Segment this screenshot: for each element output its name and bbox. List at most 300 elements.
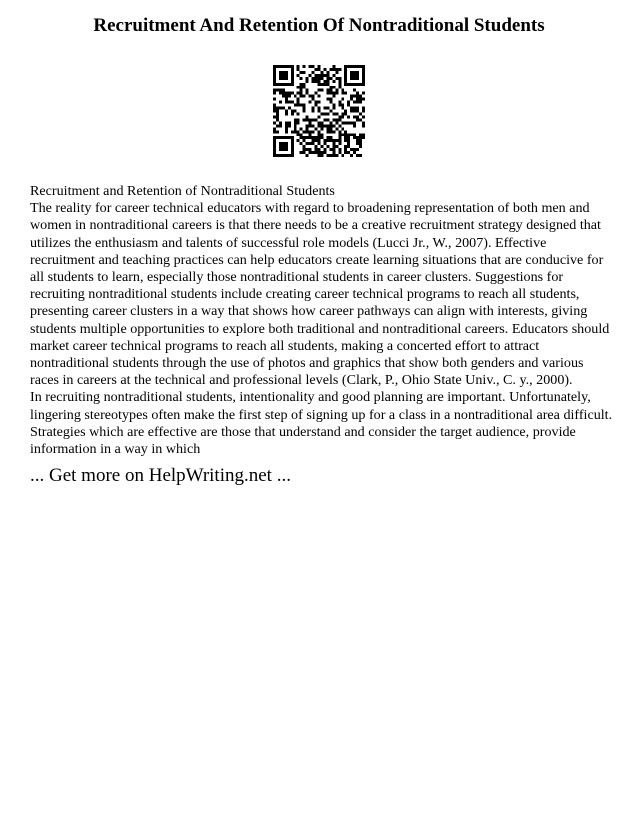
- qr-module: [344, 83, 347, 86]
- qr-module: [318, 107, 321, 110]
- qr-module: [326, 145, 329, 148]
- qr-module: [332, 107, 335, 110]
- qr-module: [353, 107, 356, 110]
- qr-module: [279, 92, 282, 95]
- qr-module: [353, 95, 356, 98]
- qr-module: [279, 136, 282, 139]
- qr-module: [297, 139, 300, 142]
- qr-module: [300, 83, 303, 86]
- qr-module: [285, 136, 288, 139]
- qr-module: [356, 65, 359, 68]
- paragraph-1: The reality for career technical educators with regard to broadening representation of both men and women in nontraditional careers is that there needs to be a creative recruitment strategy designed that utilizes the enthusiasm and talents of successful role models (Lucci Jr., W., 2007). Effective recruitment and teaching practices can help educators create learning situations that are conducive for all students to learn, especially those nontraditional students in career clusters. Suggestions for recruiting nontraditional students include creating career technical programs to reach all students, presenting career clusters in a way that shows how career pathways can align with interests, giving students multiple opportunities to explore both traditional and nontraditional careers. Educators should market career technical programs to reach all students, making a concerted effort to attract nontraditional students through the use of photos and graphics that show both genders and various races in careers at the technical and professional levels (Clark, P., Ohio State Univ., C. y., 2000).: [30, 200, 610, 389]
- qr-module: [312, 65, 315, 68]
- qr-module: [353, 115, 356, 118]
- qr-module: [347, 121, 350, 124]
- qr-module: [341, 92, 344, 95]
- qr-module: [318, 101, 321, 104]
- qr-module: [312, 130, 315, 133]
- qr-module: [344, 77, 347, 80]
- qr-module: [320, 151, 323, 154]
- qr-module: [306, 130, 309, 133]
- qr-module: [288, 107, 291, 110]
- qr-module: [309, 101, 312, 104]
- qr-module: [338, 83, 341, 86]
- qr-module: [303, 136, 306, 139]
- qr-module: [335, 121, 338, 124]
- qr-module: [347, 136, 350, 139]
- qr-module: [318, 80, 321, 83]
- qr-module: [359, 65, 362, 68]
- qr-module: [323, 142, 326, 145]
- qr-module: [285, 142, 288, 145]
- qr-module: [303, 71, 306, 74]
- qr-module: [273, 139, 276, 142]
- qr-module: [344, 121, 347, 124]
- qr-module: [353, 136, 356, 139]
- qr-module: [273, 115, 276, 118]
- qr-module: [320, 83, 323, 86]
- qr-module: [335, 77, 338, 80]
- qr-module: [282, 142, 285, 145]
- qr-module: [338, 136, 341, 139]
- qr-module: [306, 136, 309, 139]
- qr-module: [350, 121, 353, 124]
- qr-module: [329, 136, 332, 139]
- qr-module: [326, 80, 329, 83]
- qr-module: [356, 101, 359, 104]
- qr-module: [315, 92, 318, 95]
- qr-module: [335, 89, 338, 92]
- qr-module: [335, 71, 338, 74]
- qr-module: [279, 101, 282, 104]
- qr-module: [282, 154, 285, 157]
- qr-module: [320, 127, 323, 130]
- qr-module: [326, 89, 329, 92]
- qr-module: [323, 148, 326, 151]
- qr-module: [282, 71, 285, 74]
- qr-module: [341, 112, 344, 115]
- qr-module: [273, 74, 276, 77]
- qr-module: [323, 151, 326, 154]
- qr-module: [332, 80, 335, 83]
- qr-module: [329, 89, 332, 92]
- qr-module: [291, 142, 294, 145]
- qr-module: [332, 139, 335, 142]
- qr-module: [282, 65, 285, 68]
- qr-module: [362, 133, 365, 136]
- qr-module: [356, 98, 359, 101]
- qr-module: [344, 74, 347, 77]
- qr-module: [315, 80, 318, 83]
- qr-module: [347, 139, 350, 142]
- qr-module: [285, 121, 288, 124]
- qr-module: [291, 68, 294, 71]
- qr-module: [329, 101, 332, 104]
- qr-module: [282, 74, 285, 77]
- qr-module: [315, 77, 318, 80]
- qr-module: [356, 74, 359, 77]
- qr-module: [353, 77, 356, 80]
- qr-module: [297, 104, 300, 107]
- qr-module: [332, 65, 335, 68]
- qr-module: [309, 136, 312, 139]
- qr-module: [300, 89, 303, 92]
- qr-module: [332, 112, 335, 115]
- qr-module: [312, 118, 315, 121]
- qr-module: [362, 107, 365, 110]
- qr-module: [282, 77, 285, 80]
- qr-module: [362, 92, 365, 95]
- qr-module: [353, 71, 356, 74]
- qr-module: [323, 83, 326, 86]
- qr-module: [306, 92, 309, 95]
- qr-module: [285, 65, 288, 68]
- qr-module: [362, 71, 365, 74]
- qr-module: [285, 77, 288, 80]
- qr-module: [276, 124, 279, 127]
- qr-module: [300, 71, 303, 74]
- qr-module: [309, 95, 312, 98]
- qr-module: [285, 74, 288, 77]
- qr-module: [359, 154, 362, 157]
- qr-module: [335, 154, 338, 157]
- qr-module: [359, 145, 362, 148]
- qr-module: [323, 124, 326, 127]
- qr-module: [276, 89, 279, 92]
- qr-module: [300, 77, 303, 80]
- qr-module: [320, 145, 323, 148]
- qr-module: [276, 110, 279, 113]
- qr-module: [344, 136, 347, 139]
- qr-module: [359, 139, 362, 142]
- qr-module: [320, 121, 323, 124]
- qr-module: [312, 77, 315, 80]
- qr-module: [350, 107, 353, 110]
- qr-module: [273, 130, 276, 133]
- qr-module: [312, 95, 315, 98]
- qr-module: [318, 142, 321, 145]
- qr-module: [359, 83, 362, 86]
- qr-module: [335, 118, 338, 121]
- qr-module: [347, 83, 350, 86]
- qr-module: [347, 104, 350, 107]
- qr-module: [350, 77, 353, 80]
- qr-module: [297, 118, 300, 121]
- qr-module: [326, 77, 329, 80]
- qr-module: [312, 136, 315, 139]
- qr-module: [273, 83, 276, 86]
- qr-module: [306, 127, 309, 130]
- qr-module: [276, 136, 279, 139]
- qr-module: [306, 154, 309, 157]
- qr-module: [291, 151, 294, 154]
- qr-module: [350, 110, 353, 113]
- qr-module: [359, 98, 362, 101]
- qr-module: [323, 74, 326, 77]
- qr-module: [329, 154, 332, 157]
- qr-module: [356, 77, 359, 80]
- qr-module: [285, 112, 288, 115]
- qr-module: [303, 148, 306, 151]
- qr-module: [362, 65, 365, 68]
- qr-module: [297, 65, 300, 68]
- qr-module: [359, 101, 362, 104]
- qr-module: [323, 118, 326, 121]
- qr-module: [359, 118, 362, 121]
- qr-module: [291, 145, 294, 148]
- qr-module: [315, 118, 318, 121]
- qr-module: [288, 95, 291, 98]
- qr-module: [323, 107, 326, 110]
- qr-module: [315, 127, 318, 130]
- document-body: [30, 183, 614, 458]
- qr-module: [338, 130, 341, 133]
- qr-module: [362, 115, 365, 118]
- qr-module: [353, 89, 356, 92]
- qr-module: [353, 121, 356, 124]
- qr-module: [288, 154, 291, 157]
- qr-module: [353, 124, 356, 127]
- qr-module: [356, 148, 359, 151]
- qr-module: [329, 127, 332, 130]
- qr-module: [329, 121, 332, 124]
- qr-module: [350, 74, 353, 77]
- qr-module: [291, 92, 294, 95]
- qr-module: [291, 101, 294, 104]
- qr-module: [291, 74, 294, 77]
- qr-module: [332, 154, 335, 157]
- qr-module: [291, 110, 294, 113]
- qr-module: [359, 133, 362, 136]
- qr-module: [318, 110, 321, 113]
- qr-module: [320, 136, 323, 139]
- qr-module: [332, 142, 335, 145]
- qr-module: [318, 148, 321, 151]
- qr-module: [318, 95, 321, 98]
- qr-module: [291, 83, 294, 86]
- qr-module: [318, 83, 321, 86]
- qr-module: [332, 145, 335, 148]
- qr-module: [332, 104, 335, 107]
- qr-module: [300, 142, 303, 145]
- qr-module: [341, 98, 344, 101]
- qr-module: [279, 74, 282, 77]
- qr-module: [353, 83, 356, 86]
- qr-module: [341, 154, 344, 157]
- qr-module: [329, 124, 332, 127]
- qr-module: [306, 115, 309, 118]
- qr-module: [294, 121, 297, 124]
- qr-module: [276, 118, 279, 121]
- qr-module: [344, 133, 347, 136]
- document-title: Recruitment And Retention Of Nontraditional Students: [93, 15, 545, 36]
- qr-module: [273, 110, 276, 113]
- qr-module: [338, 151, 341, 154]
- qr-module: [309, 151, 312, 154]
- qr-module: [273, 107, 276, 110]
- qr-module: [273, 151, 276, 154]
- qr-module: [291, 71, 294, 74]
- qr-module: [303, 110, 306, 113]
- qr-module: [306, 124, 309, 127]
- qr-module: [329, 68, 332, 71]
- qr-module: [303, 130, 306, 133]
- qr-module: [294, 130, 297, 133]
- qr-module: [350, 71, 353, 74]
- qr-module: [335, 139, 338, 142]
- qr-module: [288, 136, 291, 139]
- qr-module: [276, 154, 279, 157]
- qr-module: [273, 121, 276, 124]
- qr-module: [294, 95, 297, 98]
- qr-module: [356, 95, 359, 98]
- qr-module: [276, 83, 279, 86]
- qr-module: [359, 142, 362, 145]
- qr-module: [312, 110, 315, 113]
- qr-module: [318, 68, 321, 71]
- qr-module: [300, 86, 303, 89]
- qr-module: [300, 92, 303, 95]
- qr-module: [347, 151, 350, 154]
- qr-module: [341, 89, 344, 92]
- qr-module: [350, 98, 353, 101]
- qr-module: [285, 110, 288, 113]
- qr-module: [288, 83, 291, 86]
- qr-module: [300, 133, 303, 136]
- qr-module: [320, 89, 323, 92]
- qr-module: [362, 80, 365, 83]
- qr-module: [273, 154, 276, 157]
- qr-module: [276, 107, 279, 110]
- get-more-link[interactable]: ... Get more on HelpWriting.net ...: [30, 465, 291, 486]
- qr-module: [320, 124, 323, 127]
- qr-module: [273, 142, 276, 145]
- qr-module: [318, 89, 321, 92]
- qr-module: [362, 110, 365, 113]
- qr-module: [341, 107, 344, 110]
- qr-module: [276, 112, 279, 115]
- qr-module: [285, 154, 288, 157]
- qr-module: [276, 130, 279, 133]
- qr-module: [318, 133, 321, 136]
- qr-module: [279, 65, 282, 68]
- qr-module: [359, 112, 362, 115]
- qr-module: [279, 121, 282, 124]
- qr-module: [318, 139, 321, 142]
- qr-module: [356, 136, 359, 139]
- qr-module: [279, 142, 282, 145]
- qr-module: [318, 124, 321, 127]
- qr-module: [282, 148, 285, 151]
- qr-module: [344, 145, 347, 148]
- qr-module: [332, 86, 335, 89]
- qr-module: [329, 130, 332, 133]
- qr-module: [306, 89, 309, 92]
- qr-module: [303, 83, 306, 86]
- qr-module: [318, 151, 321, 154]
- qr-module: [353, 151, 356, 154]
- qr-module: [362, 121, 365, 124]
- qr-module: [326, 139, 329, 142]
- qr-module: [356, 83, 359, 86]
- qr-module: [303, 118, 306, 121]
- qr-module: [294, 124, 297, 127]
- qr-module: [309, 142, 312, 145]
- qr-module: [338, 124, 341, 127]
- qr-module: [362, 74, 365, 77]
- qr-module: [356, 118, 359, 121]
- qr-module: [332, 148, 335, 151]
- qr-module: [306, 148, 309, 151]
- qr-module: [285, 83, 288, 86]
- qr-module: [318, 154, 321, 157]
- qr-module: [332, 124, 335, 127]
- qr-module: [323, 80, 326, 83]
- qr-module: [344, 130, 347, 133]
- qr-module: [338, 77, 341, 80]
- qr-module: [326, 130, 329, 133]
- qr-module: [347, 145, 350, 148]
- qr-module: [359, 95, 362, 98]
- qr-module: [312, 139, 315, 142]
- document-subtitle: Recruitment and Retention of Nontraditional Students: [30, 183, 335, 199]
- qr-module: [353, 65, 356, 68]
- qr-module: [282, 92, 285, 95]
- qr-module: [326, 71, 329, 74]
- qr-module: [332, 130, 335, 133]
- qr-module: [309, 148, 312, 151]
- qr-module: [332, 95, 335, 98]
- qr-module: [356, 142, 359, 145]
- qr-module: [318, 130, 321, 133]
- qr-module: [344, 112, 347, 115]
- qr-module: [291, 136, 294, 139]
- qr-module: [279, 148, 282, 151]
- qr-module: [341, 127, 344, 130]
- qr-module: [347, 65, 350, 68]
- qr-module: [320, 133, 323, 136]
- qr-module: [291, 77, 294, 80]
- qr-module: [344, 71, 347, 74]
- qr-module: [285, 148, 288, 151]
- qr-module: [309, 121, 312, 124]
- qr-module: [285, 101, 288, 104]
- qr-module: [326, 127, 329, 130]
- qr-module: [291, 65, 294, 68]
- qr-module: [282, 95, 285, 98]
- qr-module: [291, 148, 294, 151]
- qr-module: [306, 80, 309, 83]
- qr-module: [350, 154, 353, 157]
- qr-module: [285, 95, 288, 98]
- qr-module: [291, 154, 294, 157]
- qr-module: [273, 127, 276, 130]
- qr-module: [276, 65, 279, 68]
- qr-module: [318, 136, 321, 139]
- qr-module: [303, 86, 306, 89]
- qr-module: [279, 107, 282, 110]
- qr-module: [335, 68, 338, 71]
- qr-module: [273, 104, 276, 107]
- qr-module: [338, 139, 341, 142]
- qr-module: [341, 121, 344, 124]
- qr-module: [359, 136, 362, 139]
- qr-module: [300, 136, 303, 139]
- qr-module: [353, 74, 356, 77]
- qr-module: [288, 124, 291, 127]
- qr-module: [338, 148, 341, 151]
- qr-module: [273, 145, 276, 148]
